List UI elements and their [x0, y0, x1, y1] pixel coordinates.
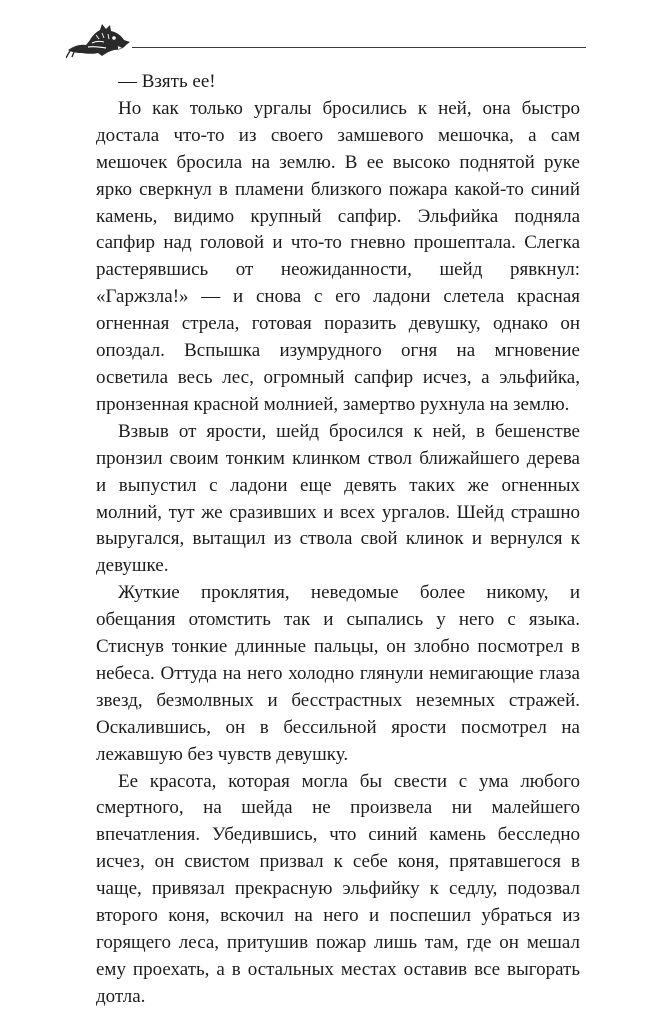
dragon-head-icon — [66, 20, 132, 60]
header-rule — [132, 47, 586, 48]
body-text — [96, 69, 580, 1011]
paragraph: Жуткие проклятия, неведомые более никому, и обещания отомстить так и сыпались у него с языка. Стиснув тонкие длинные пальцы, он злобно посмотрел в небеса. Оттуда на него холодно глянули немигающие глаза звезд, безмолвных и бесстрастных неземных стражей. Оскалившись, он в бессильной ярости посмотрел на лежавшую без чувств девушку. — [96, 582, 580, 765]
paragraph: Ее красота, которая могла бы свести с ума любого смертного, на шейда не произвела ни малейшего впечатления. Убедившись, что синий камень бесследно исчез, он свистом призвал к себе коня, прятавшегося в чаще, привязал прекрасную эльфийку к седлу, подозвал второго коня, вскочил на него и поспешил убраться из горящего леса, притушив пожар лишь там, где он мешал ему проехать, а в остальных местах оставив все выгорать дотла. — [96, 770, 580, 1007]
running-header — [66, 20, 586, 60]
paragraph: Взвыв от ярости, шейд бросился к ней, в бешенстве пронзил своим тонким клинком ствол ближайшего дерева и выпустил с ладони еще девять таких же огненных молний, тут же сразивших и всех ургалов. Шейд страшно выругался, вытащил из ствола свой клинок и вернулся к девушке. — [96, 420, 580, 577]
paragraph: Но как только ургалы бросились к ней, она быстро достала что-то из своего замшевого мешочка, а сам мешочек бросила на землю. В ее высоко поднятой руке ярко сверкнул в пламени близкого пожара какой-то синий камень, видимо крупный сапфир. Эльфийка подняла сапфир над головой и что-то гневно прошептала. Слегка растерявшись от неожиданности, шейд рявкнул: «Гаржзла!» — и снова с его ладони слетела красная огненная стрела, готовая поразить девушку, однако он опоздал. Вспышка изумрудного огня на мгновение осветила весь лес, огромный сапфир исчез, а эльфийка, пронзенная красной молнией, замертво рухнула на землю. — [96, 97, 580, 415]
paragraph: — Взять ее! — [118, 71, 216, 92]
